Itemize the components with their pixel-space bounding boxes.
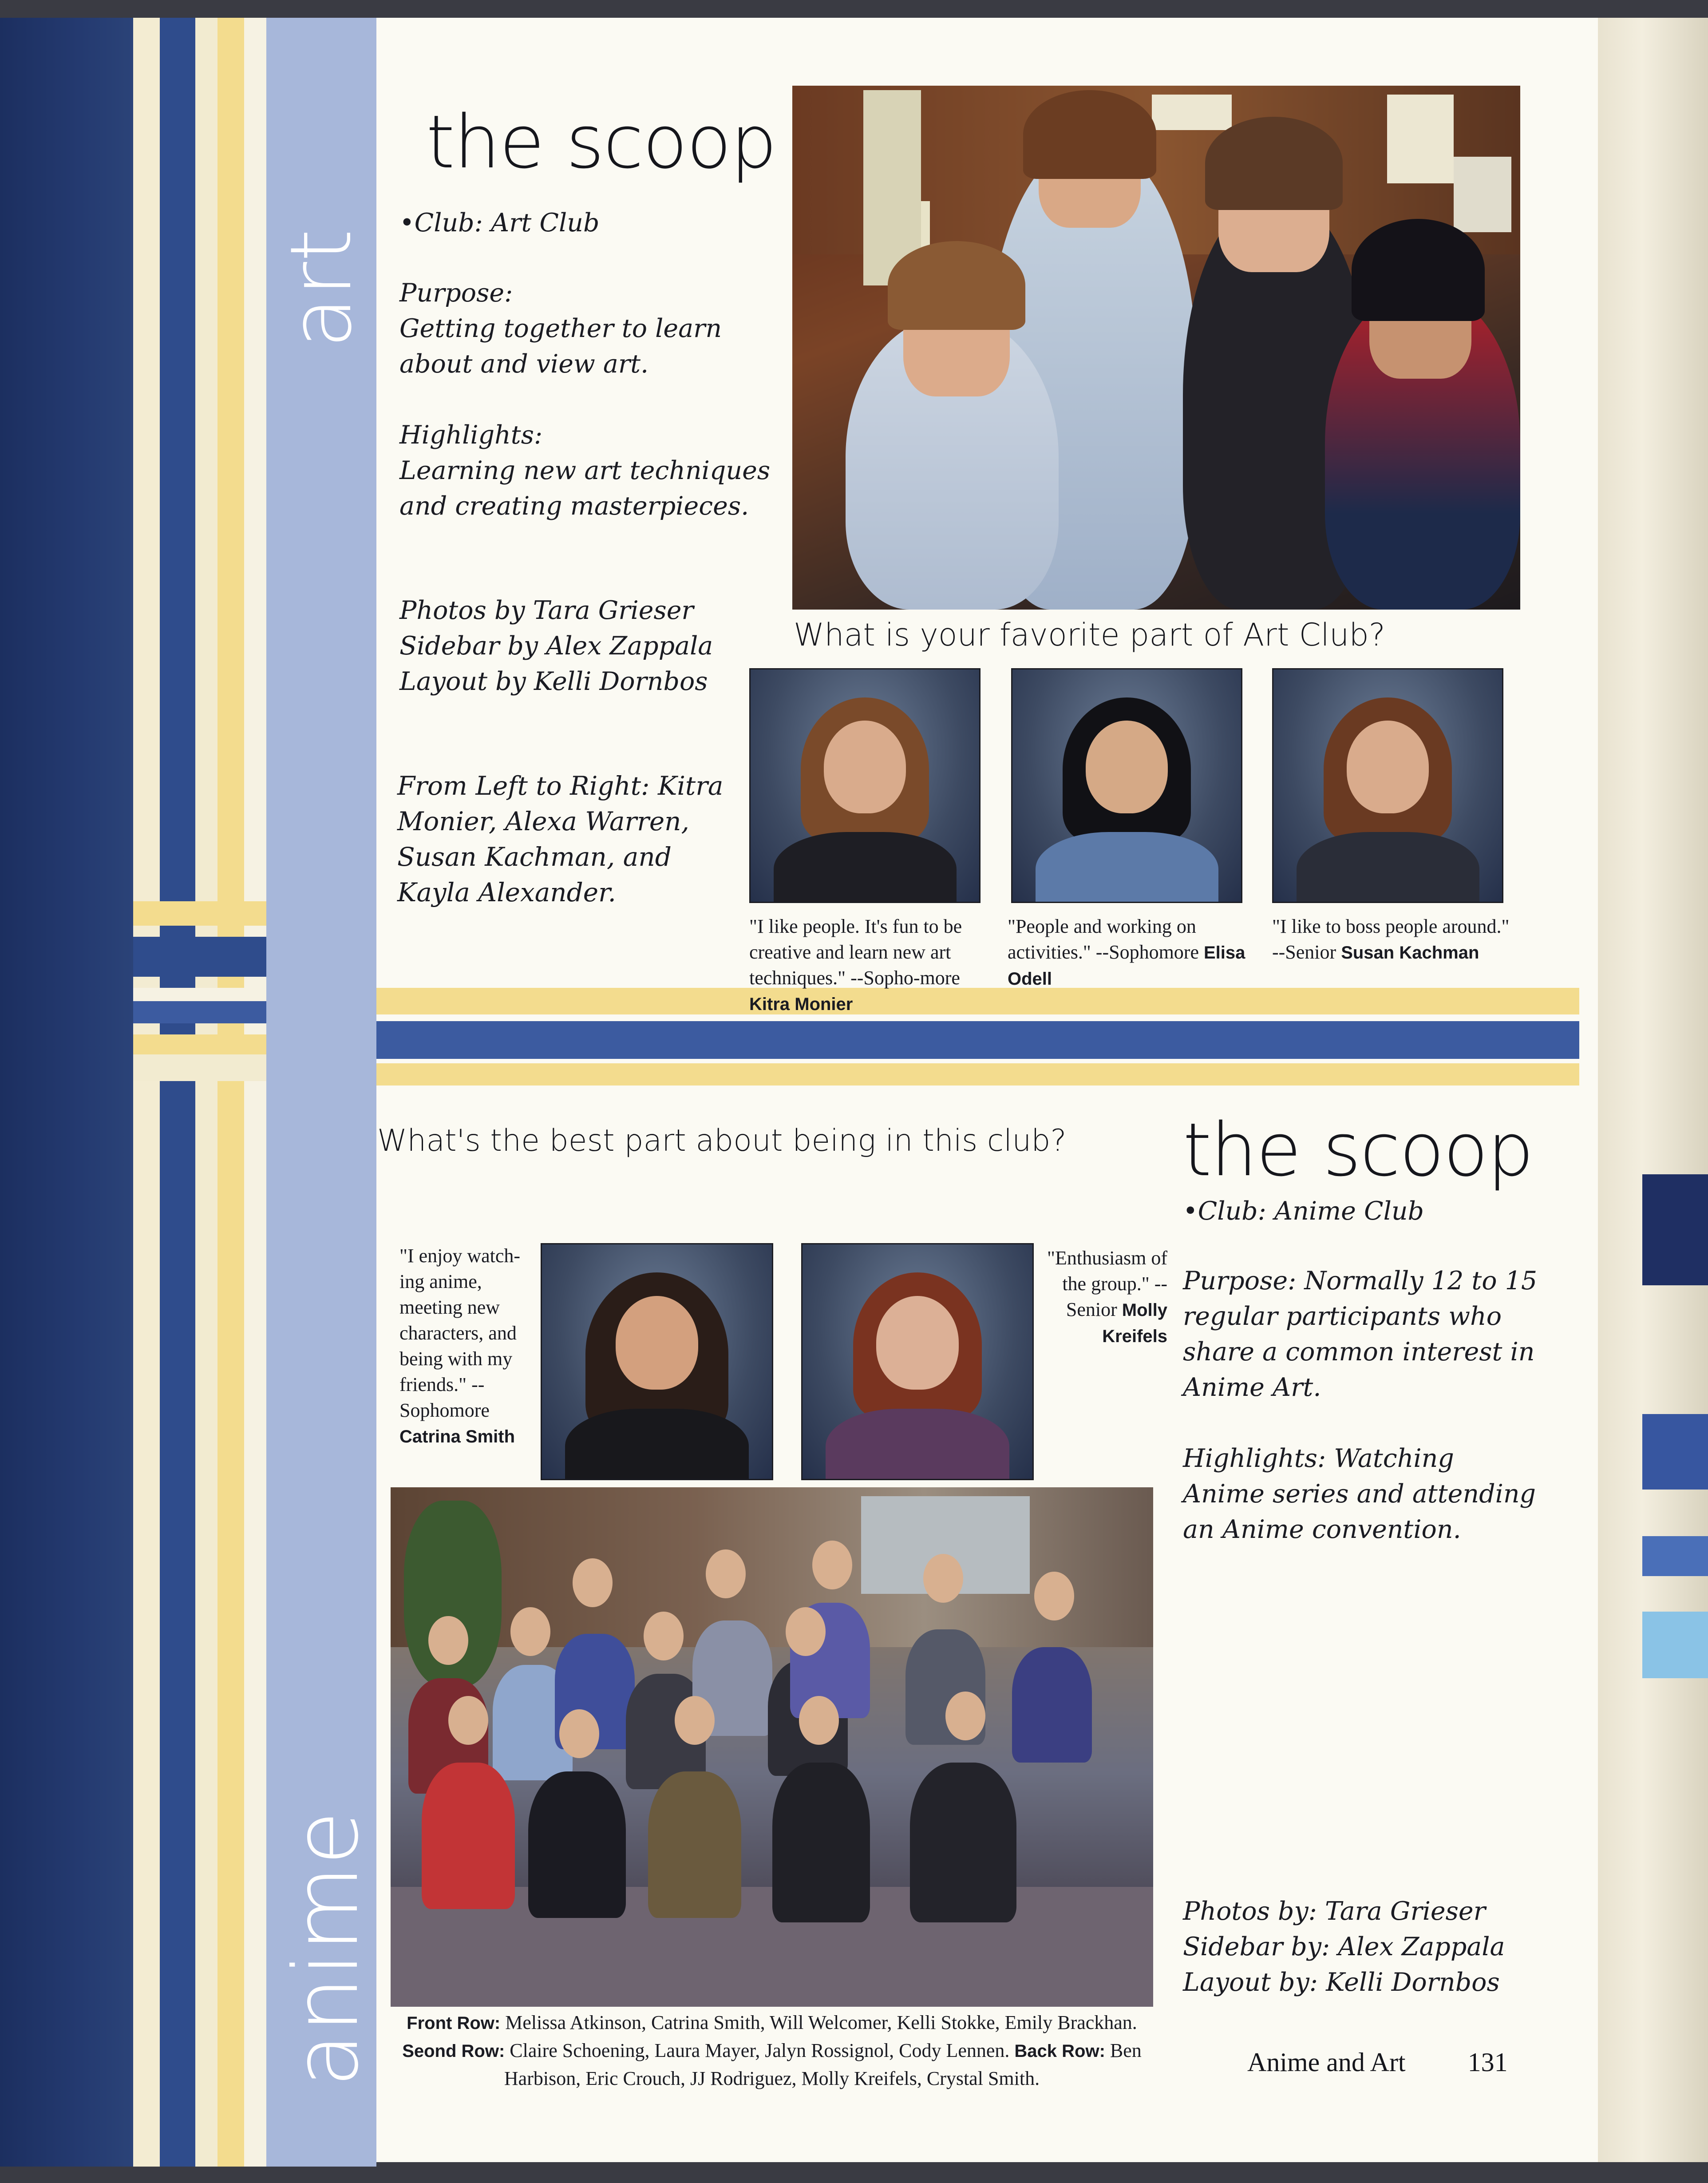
stripe-navy bbox=[0, 18, 133, 2167]
art-club-name: •Club: Art Club bbox=[399, 208, 600, 238]
edge-tab-light bbox=[1642, 1612, 1708, 1678]
anime-highlights: Highlights: Watching Anime series and attending an Anime convention. bbox=[1183, 1444, 1536, 1544]
page-footer bbox=[1247, 2044, 1558, 2080]
anime-club-group-photo bbox=[391, 1487, 1153, 2007]
anime-group-caption: Front Row: Melissa Atkinson, Catrina Smith, Will Welcomer, Kelli Stokke, Emily Brackhan. Seond Row: Claire Schoening, Laura Mayer, Jalyn Rossignol, Cody Lennen. Back Row: Ben Harbison, Eric Crouch, JJ Rodriguez, Molly Kreifels, Crystal Smith. bbox=[402, 2012, 1142, 2089]
portrait-susan-kachman bbox=[1272, 668, 1503, 903]
stripe-pale bbox=[244, 18, 266, 2167]
art-question-heading: What is your favorite part of Art Club? bbox=[794, 617, 1385, 653]
edge-tab-navy bbox=[1642, 1174, 1708, 1285]
stripe-blue bbox=[160, 18, 195, 2167]
quote-elisa: "People and working on activities." --Sophomore Elisa Odell bbox=[1008, 915, 1245, 989]
portrait-catrina-smith bbox=[541, 1243, 773, 1480]
book-right-edge bbox=[1598, 18, 1708, 2167]
art-purpose: Purpose: Getting together to learn about and view art. bbox=[399, 278, 722, 379]
quote-molly: "Enthusiasm of the group." --Senior Molly Kreifels bbox=[1047, 1247, 1167, 1346]
anime-credits: Photos by: Tara Grieser Sidebar by: Alex Zappala Layout by: Kelli Dornbos bbox=[1183, 1897, 1505, 1997]
art-group-caption: From Left to Right: Kitra Monier, Alexa Warren, Susan Kachman, and Kayla Alexander. bbox=[397, 771, 724, 907]
stripe-cream bbox=[133, 18, 160, 2167]
footer-section-title: Anime and Art bbox=[1247, 2048, 1406, 2077]
quote-catrina: "I enjoy watch-ing anime, meeting new characters, and being with my friends." --Sophomore Catrina Smith bbox=[399, 1245, 521, 1446]
page-number: 131 bbox=[1467, 2048, 1508, 2077]
cross-stripe bbox=[133, 901, 266, 926]
anime-purpose: Purpose: Normally 12 to 15 regular participants who share a common interest in Anime Art. bbox=[1183, 1266, 1538, 1402]
stripe-gold bbox=[217, 18, 244, 2167]
edge-tab-blue bbox=[1642, 1414, 1708, 1490]
cross-stripe bbox=[133, 1034, 266, 1054]
portrait-kitra-monier bbox=[749, 668, 981, 903]
anime-club-name: •Club: Anime Club bbox=[1183, 1196, 1424, 1226]
cross-stripe bbox=[133, 937, 266, 977]
anime-question-heading: What's the best part about being in this club? bbox=[377, 1123, 1067, 1158]
quote-kitra: "I like people. It's fun to be creative and learn new art techniques." --Sopho-more Kitra Monier bbox=[749, 915, 962, 1014]
cross-stripe bbox=[133, 1001, 266, 1023]
section-label-art: art bbox=[272, 229, 370, 349]
divider-band-blue bbox=[376, 1021, 1579, 1059]
anime-scoop-heading: the scoop bbox=[1183, 1107, 1533, 1193]
divider-band-gold bbox=[376, 1063, 1579, 1086]
quote-susan: "I like to boss people around." --Senior Susan Kachman bbox=[1272, 915, 1510, 963]
portrait-elisa-odell bbox=[1011, 668, 1242, 903]
art-scoop-heading: the scoop bbox=[426, 99, 776, 185]
cross-stripe bbox=[133, 988, 266, 1001]
art-club-group-photo bbox=[792, 86, 1520, 610]
section-label-anime: anime bbox=[275, 1811, 378, 2088]
art-highlights: Highlights: Learning new art techniques and creating masterpieces. bbox=[399, 420, 771, 521]
stripe-cream bbox=[195, 18, 217, 2167]
cross-stripe bbox=[133, 1054, 266, 1081]
edge-tab-mid bbox=[1642, 1536, 1708, 1576]
art-credits: Photos by Tara Grieser Sidebar by Alex Zappala Layout by Kelli Dornbos bbox=[399, 596, 713, 696]
portrait-molly-kreifels bbox=[801, 1243, 1034, 1480]
